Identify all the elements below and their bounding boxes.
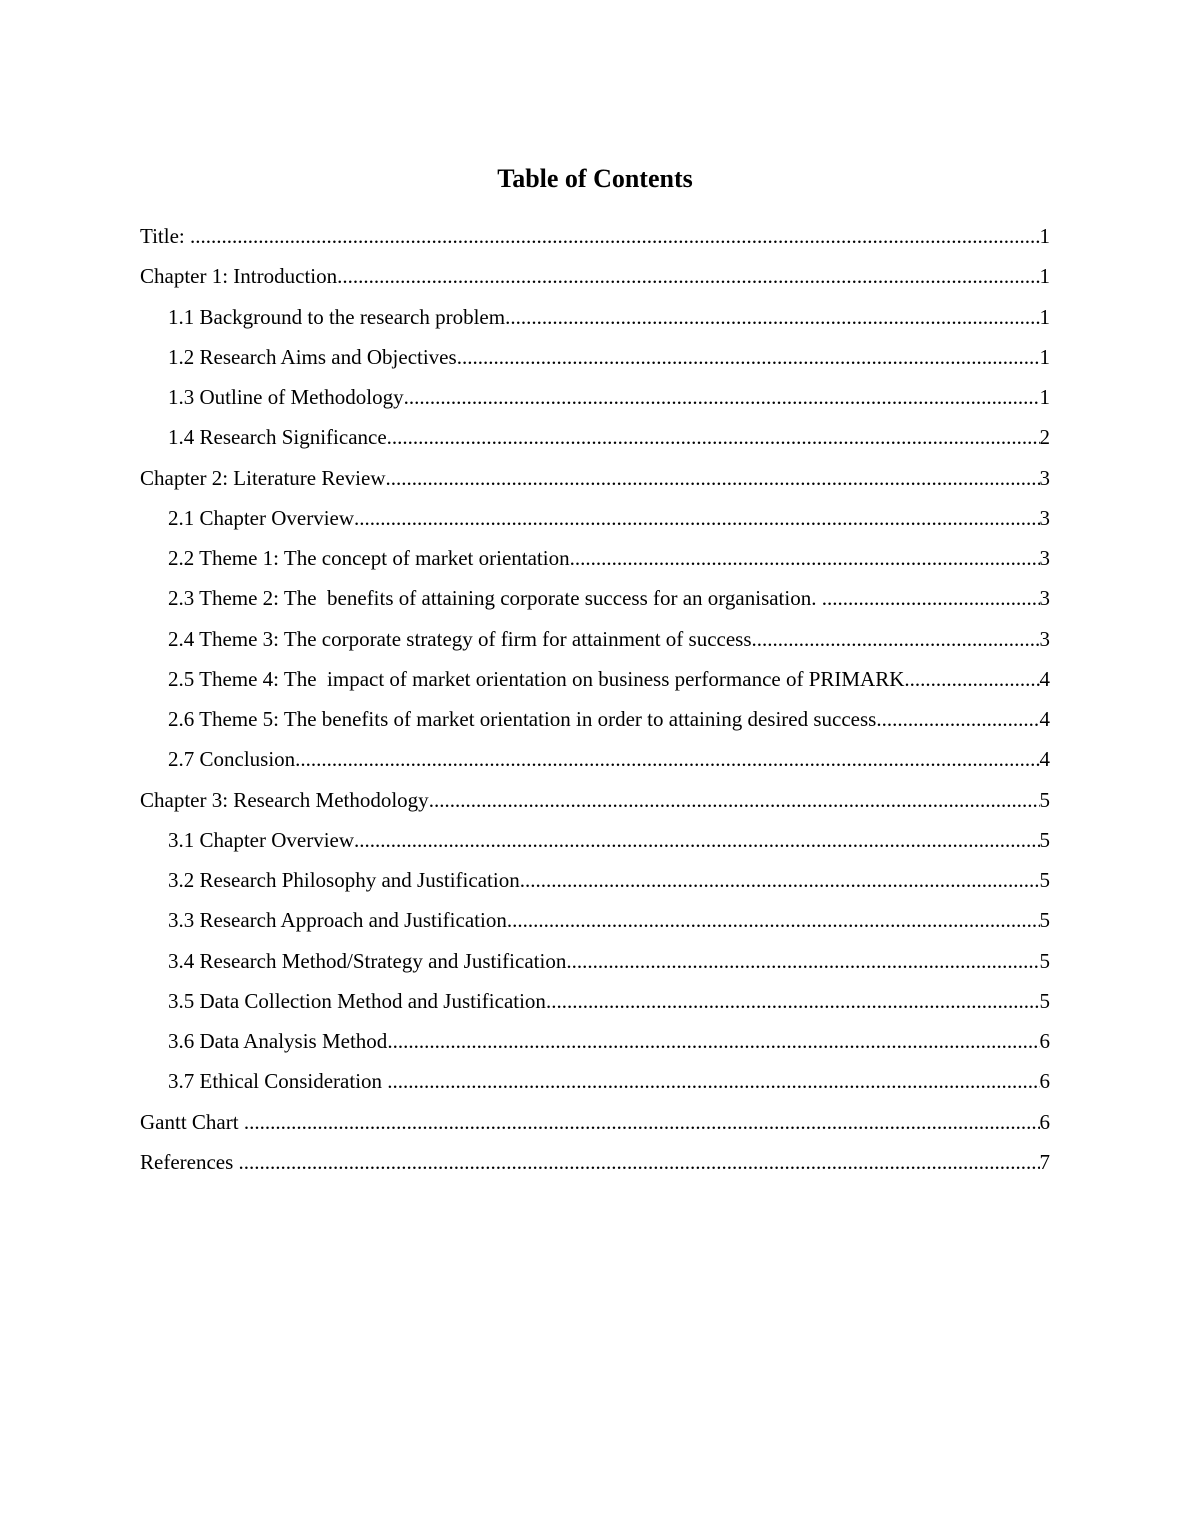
toc-entry-page-number: 5 — [1039, 868, 1050, 892]
toc-dot-leader — [457, 340, 1040, 374]
toc-entry-page-number: 3 — [1039, 465, 1050, 490]
toc-dot-leader — [904, 662, 1039, 696]
toc-entry-label: 3.3 Research Approach and Justification — [168, 908, 507, 933]
toc-entry-section[interactable] — [140, 541, 1050, 581]
toc-entry-page-number: 3 — [1039, 546, 1050, 570]
toc-entry-page-number: 1 — [1039, 304, 1050, 329]
toc-entry-page-number: 5 — [1039, 827, 1050, 852]
toc-entry-section[interactable] — [140, 420, 1050, 460]
toc-entry-section[interactable] — [140, 1024, 1050, 1064]
toc-entry-chapter[interactable] — [140, 461, 1050, 501]
toc-entry-label: 2.3 Theme 2: The benefits of attaining corporate success for an organisation. — [168, 586, 822, 611]
toc-entry-label: 3.1 Chapter Overview — [168, 827, 355, 852]
toc-entry-page-number: 1 — [1039, 344, 1050, 369]
toc-entry-section[interactable] — [140, 340, 1050, 380]
toc-dot-leader — [354, 501, 1039, 535]
page-title: Table of Contents — [497, 164, 693, 193]
toc-entry-label: 3.5 Data Collection Method and Justification — [168, 988, 546, 1013]
toc-entry-label: 1.1 Background to the research problem — [168, 304, 506, 329]
toc-entry-label: 2.5 Theme 4: The impact of market orientation on business performance of PRIMARK — [168, 666, 905, 691]
toc-entry-label: 2.7 Conclusion — [168, 747, 296, 772]
toc-dot-leader — [387, 420, 1040, 454]
toc-entry-page-number: 4 — [1039, 666, 1050, 691]
toc-dot-leader — [337, 259, 1039, 293]
toc-entry-page-number: 1 — [1039, 224, 1050, 248]
toc-entry-label: 2.6 Theme 5: The benefits of market orientation in order to attaining desired success — [168, 707, 877, 731]
toc-entry-section[interactable] — [140, 944, 1050, 984]
toc-dot-leader — [354, 823, 1039, 857]
toc-entry-section[interactable] — [140, 300, 1050, 340]
toc-dot-leader — [404, 380, 1040, 414]
toc-entry-label: 3.7 Ethical Consideration — [168, 1069, 388, 1094]
toc-entry-page-number: 6 — [1039, 1029, 1050, 1053]
toc-dot-leader — [520, 863, 1040, 897]
toc-entry-section[interactable] — [140, 863, 1050, 903]
toc-dot-leader — [570, 541, 1040, 575]
toc-entry-label: Chapter 1: Introduction — [140, 264, 338, 289]
toc-dot-leader — [387, 1064, 1039, 1098]
toc-entry-section[interactable] — [140, 903, 1050, 943]
toc-entry-label: 1.4 Research Significance — [168, 425, 387, 450]
toc-dot-leader — [239, 1145, 1040, 1179]
toc-entry-section[interactable] — [140, 823, 1050, 863]
toc-dot-leader — [190, 219, 1040, 253]
toc-entry-label: 3.4 Research Method/Strategy and Justification — [168, 948, 567, 973]
toc-entry-page-number: 7 — [1039, 1149, 1050, 1174]
toc-entry-page-number: 4 — [1039, 707, 1050, 731]
toc-dot-leader — [387, 1024, 1039, 1058]
toc-entry-page-number: 6 — [1039, 1069, 1050, 1094]
toc-entry-page-number: 5 — [1039, 988, 1050, 1013]
toc-entry-label: 2.2 Theme 1: The concept of market orientation — [168, 546, 570, 570]
toc-entry-section[interactable] — [140, 380, 1050, 420]
toc-dot-leader — [752, 622, 1040, 656]
toc-entry-label: Chapter 3: Research Methodology — [140, 787, 429, 812]
toc-entry-section[interactable] — [140, 984, 1050, 1024]
toc-entry-section[interactable] — [140, 662, 1050, 702]
toc-entry-page-number: 5 — [1039, 908, 1050, 933]
toc-entry-page-number: 6 — [1039, 1109, 1050, 1134]
toc-entry-page-number: 3 — [1039, 626, 1050, 651]
toc-dot-leader — [876, 702, 1039, 736]
toc-entry-label: 3.6 Data Analysis Method — [168, 1029, 388, 1053]
toc-entry-page-number: 3 — [1039, 586, 1050, 611]
toc-entry-chapter[interactable] — [140, 783, 1050, 823]
toc-dot-leader — [386, 461, 1040, 495]
toc-entry-chapter[interactable] — [140, 1145, 1050, 1185]
toc-dot-leader — [505, 300, 1039, 334]
toc-entry-section[interactable] — [140, 581, 1050, 621]
toc-dot-leader — [244, 1105, 1040, 1139]
table-of-contents — [140, 219, 1050, 1185]
toc-entry-page-number: 5 — [1039, 787, 1050, 812]
toc-entry-section[interactable] — [140, 742, 1050, 782]
toc-entry-label: 2.1 Chapter Overview — [168, 505, 355, 530]
toc-entry-label: Chapter 2: Literature Review — [140, 465, 386, 490]
toc-entry-label: 1.3 Outline of Methodology — [168, 385, 404, 409]
toc-entry-chapter[interactable] — [140, 1105, 1050, 1145]
toc-entry-label: 3.2 Research Philosophy and Justification — [168, 868, 520, 892]
toc-entry-label: References — [140, 1149, 239, 1174]
toc-entry-page-number: 3 — [1039, 505, 1050, 530]
toc-dot-leader — [566, 944, 1039, 978]
toc-dot-leader — [429, 783, 1040, 817]
toc-entry-section[interactable] — [140, 1064, 1050, 1104]
toc-entry-page-number: 5 — [1039, 948, 1050, 973]
toc-entry-label: Gantt Chart — [140, 1109, 244, 1134]
toc-entry-section[interactable] — [140, 702, 1050, 742]
toc-entry-label: Title: — [140, 224, 190, 248]
toc-dot-leader — [546, 984, 1040, 1018]
toc-entry-chapter[interactable] — [140, 259, 1050, 299]
toc-entry-chapter[interactable] — [140, 219, 1050, 259]
toc-entry-section[interactable] — [140, 501, 1050, 541]
toc-entry-label: 1.2 Research Aims and Objectives — [168, 344, 457, 369]
toc-entry-page-number: 4 — [1039, 747, 1050, 772]
toc-entry-page-number: 1 — [1039, 264, 1050, 289]
toc-entry-section[interactable] — [140, 622, 1050, 662]
toc-entry-page-number: 2 — [1039, 425, 1050, 450]
toc-dot-leader — [822, 581, 1040, 615]
toc-dot-leader — [295, 742, 1039, 776]
toc-dot-leader — [507, 903, 1040, 937]
toc-entry-page-number: 1 — [1039, 385, 1050, 409]
toc-entry-label: 2.4 Theme 3: The corporate strategy of firm for attainment of success — [168, 626, 752, 651]
